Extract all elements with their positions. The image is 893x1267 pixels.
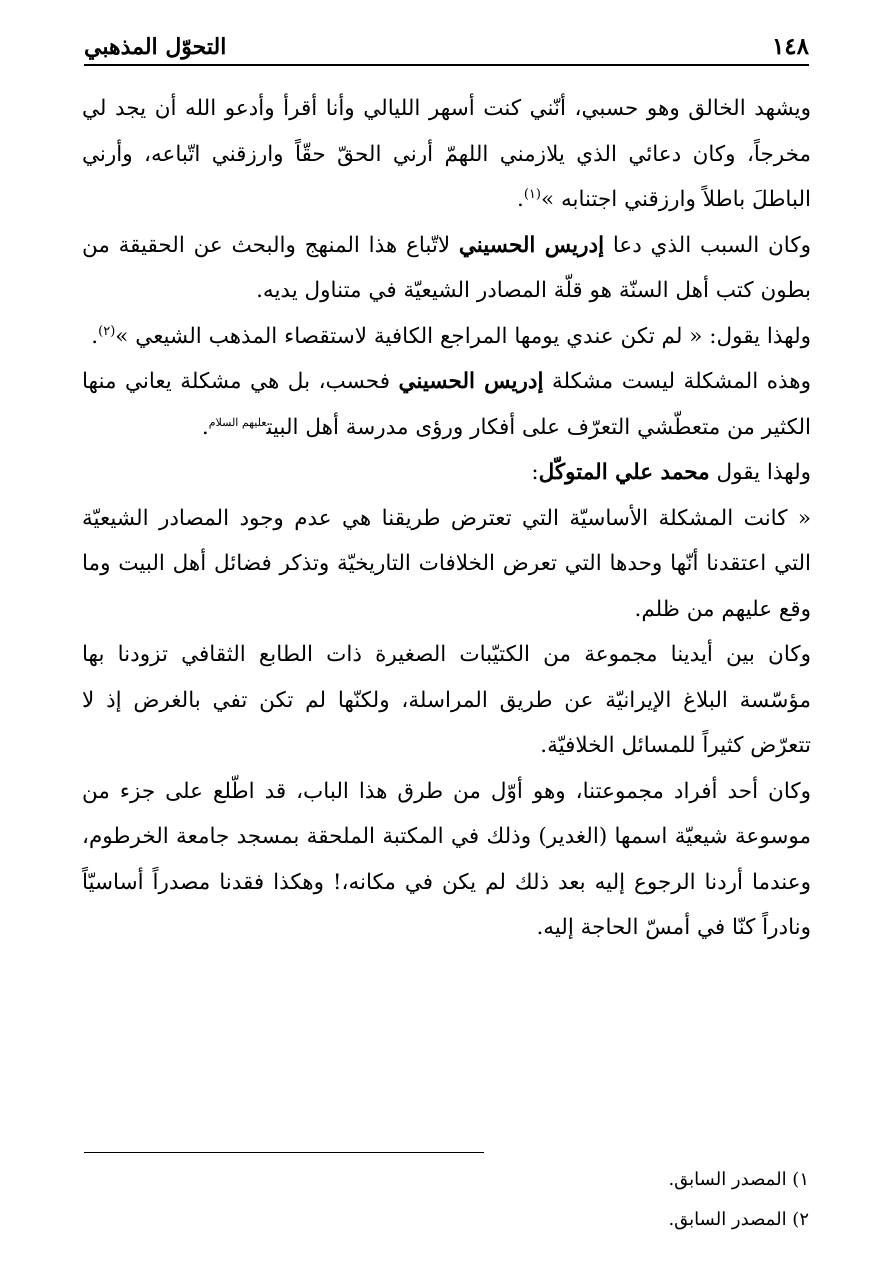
page-header: [84, 26, 809, 66]
paragraph-2: [82, 223, 811, 314]
paragraph-6: « كانت المشكلة الأساسيّة التي تعترض طريقنا هي عدم وجود المصادر الشيعيّة التي اعتقدنا أنّها وحدها التي تعرض الخلافات التاريخيّة وتذكر فضائل أهل البيت وما وقع عليهم من ظلم.: [82, 505, 811, 622]
paragraph-3-end: .: [91, 323, 99, 349]
footnote-ref-1: (١): [523, 186, 541, 202]
paragraph-1: [82, 86, 811, 223]
paragraph-5-text-b: :: [531, 460, 539, 485]
honorific-symbol: عليهم السلام: [208, 415, 267, 429]
page-number: ١٤٨: [771, 33, 809, 60]
paragraph-5: [82, 450, 811, 496]
paragraph-4: [82, 359, 811, 450]
author-name-mutawakkil: محمد علي المتوكّل: [538, 460, 710, 485]
author-name-idris-2: إدريس الحسيني: [398, 369, 544, 394]
footnotes: [409, 1160, 809, 1240]
footnote-divider: [84, 1152, 484, 1153]
footnote-2: ٢) المصدر السابق.: [668, 1209, 809, 1230]
author-name-idris: إدريس الحسيني: [458, 232, 605, 258]
paragraph-4-end: .: [201, 414, 209, 440]
paragraph-3-text: ولهذا يقول: « لم تكن عندي يومها المراجع الكافية لاستقصاء المذهب الشيعي »: [115, 323, 811, 349]
paragraph-2-text-b: لاتّباع هذا المنهج والبحث عن الحقيقة من بطون كتب أهل السنّة هو قلّة المصادر الشيعيّة في متناول يديه.: [82, 232, 811, 303]
paragraph-5-text-a: ولهذا يقول: [709, 460, 811, 485]
paragraph-4-text-b: فحسب، بل هي مشكلة يعاني منها الكثير من متعطّشي التعرّف على أفكار ورؤى مدرسة أهل البيت: [82, 369, 811, 440]
paragraph-1-text: ويشهد الخالق وهو حسبي، أنّني كنت أسهر الليالي وأنا أقرأ وأدعو الله أن يجد لي مخرجاً، وكان دعائي الذي يلازمني اللهمّ أرني الحقّ حقّاً وارزقني اتّباعه، وأرني الباطلَ باطلاً وارزقني اجتنابه »: [82, 96, 811, 212]
paragraph-4-text-a: وهذه المشكلة ليست مشكلة: [543, 369, 811, 394]
paragraph-3: [82, 314, 811, 360]
paragraph-1-end: .: [516, 187, 524, 212]
footnote-ref-2: (٢): [98, 323, 116, 339]
running-title: التحوّل المذهبي: [84, 34, 227, 60]
paragraph-2-text-a: وكان السبب الذي دعا: [604, 232, 811, 258]
paragraph-8: وكان أحد أفراد مجموعتنا، وهو أوّل من طرق هذا الباب، قد اطّلع على جزء من موسوعة شيعيّة اسمها (الغدير) وذلك في المكتبة الملحقة بمسجد جامعة الخرطوم، وعندما أردنا الرجوع إليه بعد ذلك لم يكن في مكانه،! وهكذا فقدنا مصدراً أساسيّاً ونادراً كنّا في أمسّ الحاجة إليه.: [82, 778, 811, 940]
paragraph-7: وكان بين أيدينا مجموعة من الكتيّبات الصغيرة ذات الطابع الثقافي تزودنا بها مؤسّسة البلاغ الإيرانيّة عن طريق المراسلة، ولكنّها لم تكن تفي بالغرض إذ لا تتعرّض كثيراً للمسائل الخلافيّة.: [82, 642, 811, 758]
footnote-1: ١) المصدر السابق.: [668, 1169, 809, 1190]
body-text: [82, 86, 811, 951]
